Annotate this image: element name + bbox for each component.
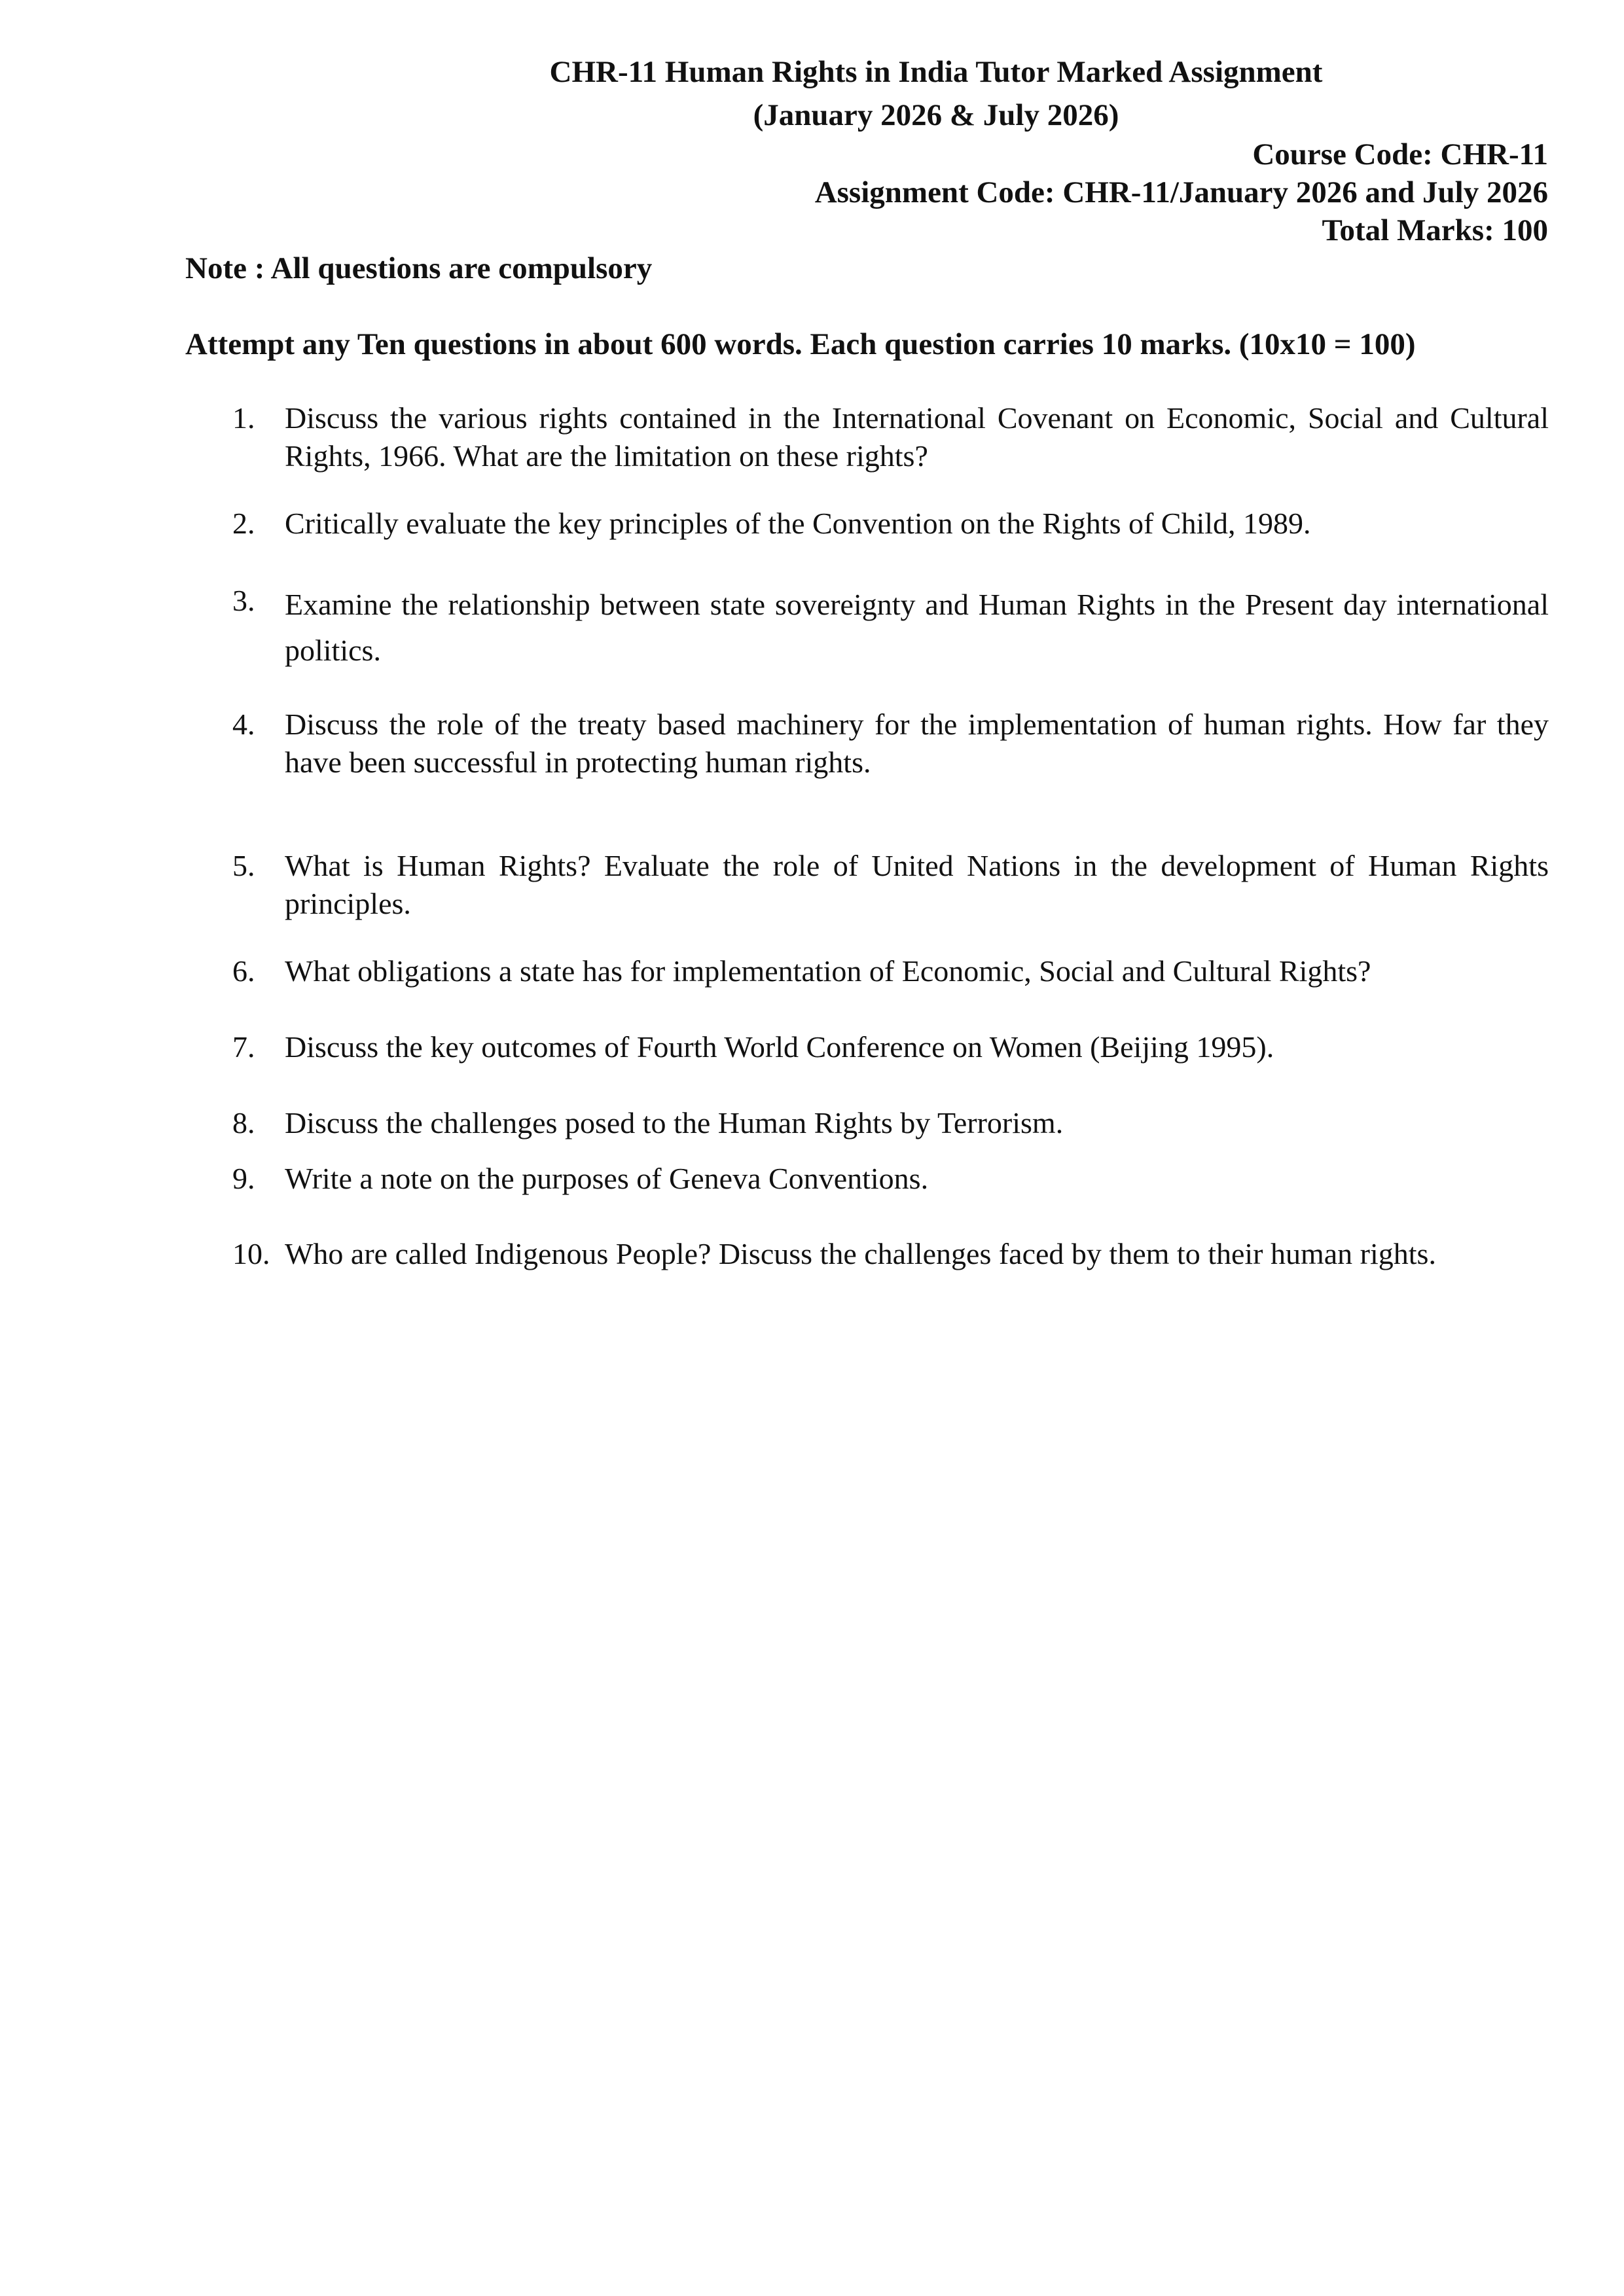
question-text: Critically evaluate the key principles of the Convention on the Rights of Child, 1989. (285, 507, 1311, 540)
question-text: Discuss the role of the treaty based machinery for the implementation of human rights. How far they have been successful in protecting human rights. (285, 708, 1549, 779)
question-number: 4. (232, 708, 255, 741)
question-number: 1. (232, 401, 255, 435)
question-number: 2. (232, 507, 255, 540)
question-item (232, 1235, 1549, 1273)
question-text: What is Human Rights? Evaluate the role of United Nations in the development of Human Rights principles. (285, 849, 1549, 920)
course-code: Course Code: CHR-11 (1252, 137, 1548, 171)
assignment-code: Assignment Code: CHR-11/January 2026 and July 2026 (814, 175, 1548, 209)
question-number: 5. (232, 849, 255, 882)
document-session: (January 2026 & July 2026) (753, 98, 1119, 132)
question-item (232, 582, 1549, 673)
question-number: 7. (232, 1030, 255, 1064)
question-text: Who are called Indigenous People? Discuss the challenges faced by them to their human rights. (285, 1237, 1436, 1270)
note: Note : All questions are compulsory (185, 251, 653, 285)
question-number: 10. (232, 1237, 270, 1270)
question-number: 6. (232, 954, 255, 988)
question-item (232, 706, 1549, 781)
question-text: Discuss the challenges posed to the Human Rights by Terrorism. (285, 1106, 1064, 1139)
question-text: What obligations a state has for implementation of Economic, Social and Cultural Rights? (285, 954, 1371, 988)
question-item (232, 952, 1549, 990)
question-number: 8. (232, 1106, 255, 1139)
question-text: Discuss the various rights contained in the International Covenant on Economic, Social and Cultural Rights, 1966. What are the limitation on these rights? (285, 401, 1549, 473)
total-marks: Total Marks: 100 (1322, 213, 1548, 247)
question-item (232, 399, 1549, 475)
question-item (232, 1160, 1549, 1198)
question-text: Write a note on the purposes of Geneva Conventions. (285, 1162, 929, 1195)
question-text: Discuss the key outcomes of Fourth World Conference on Women (Beijing 1995). (285, 1030, 1274, 1064)
question-text: Examine the relationship between state sovereignty and Human Rights in the Present day international politics. (285, 588, 1549, 667)
instruction: Attempt any Ten questions in about 600 words. Each question carries 10 marks. (10x10 = 100) (185, 327, 1416, 361)
question-number: 9. (232, 1162, 255, 1195)
document-title: CHR-11 Human Rights in India Tutor Marked Assignment (549, 55, 1323, 89)
question-number: 3. (232, 584, 255, 617)
question-item (232, 505, 1549, 543)
question-item (232, 847, 1549, 923)
question-item (232, 1028, 1549, 1066)
question-item (232, 1104, 1549, 1142)
